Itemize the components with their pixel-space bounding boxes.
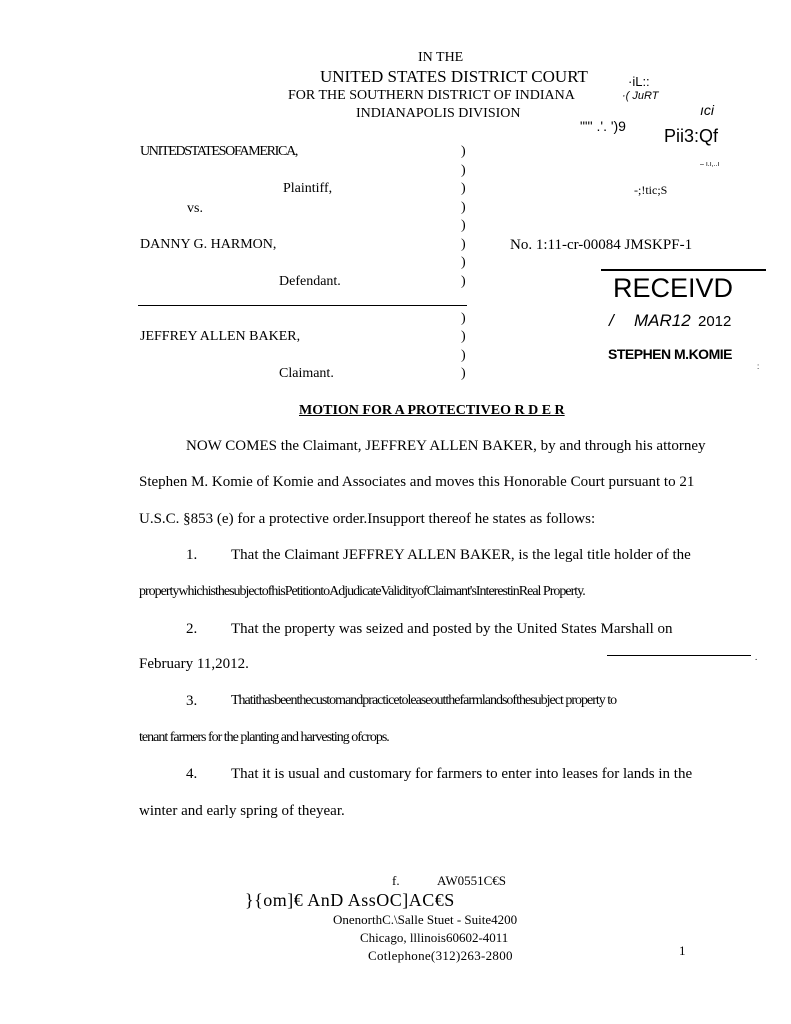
margin-dot: . — [755, 652, 758, 662]
caption-paren: ) — [461, 237, 466, 252]
stamp-noise-a: ·iL:: — [628, 74, 650, 89]
stamp-noise-f: -;!tic;S — [634, 183, 668, 197]
item-2-line-2: February 11,2012. — [139, 656, 249, 672]
stamp-noise-c: ıci — [700, 102, 714, 118]
intro-line-2: Stephen M. Komie of Komie and Associates and moves this Honorable Court pursuant to 21 — [139, 474, 695, 490]
motion-title: MOTION FOR A PROTECTIVEO R D E R — [299, 403, 565, 418]
caption-divider — [138, 305, 467, 306]
received-stamp-rule — [601, 269, 766, 271]
item-4-line-2: winter and early spring of theyear. — [139, 803, 345, 819]
caption-paren: ) — [461, 329, 466, 344]
received-stamp-year: 2012 — [698, 313, 732, 330]
received-stamp-name: STEPHEN M.KOMIE — [608, 346, 732, 362]
stamp-noise-g: – ı.ı,..ı — [700, 161, 720, 168]
item-1-line-1: That the Claimant JEFFREY ALLEN BAKER, is the legal title holder of the — [231, 547, 691, 563]
caption-in-the: IN THE — [418, 50, 464, 65]
caption-district: FOR THE SOUTHERN DISTRICT OF INDIANA — [288, 88, 575, 103]
item-1-line-2: propertywhichisthesubjectofhisPetitiontoAdjudicateValidityofClaimant'sInterestinReal Property. — [139, 584, 585, 599]
firm-address-line-1: OnenorthC.\Salle Stuet - Suite4200 — [333, 912, 518, 927]
item-3-line-1: Thatithasbeenthecustomandpracticetoleaseoutthefarmlandsofthesubject property to — [231, 693, 617, 708]
page-number: 1 — [679, 943, 686, 958]
item-4-number: 4. — [186, 766, 198, 782]
case-number: No. 1:11-cr-00084 JMSKPF-1 — [510, 237, 693, 253]
signature-rule — [607, 655, 751, 656]
intro-line-1: NOW COMES the Claimant, JEFFREY ALLEN BAKER, by and through his attorney — [186, 438, 706, 454]
plaintiff-name: UNITEDSTATESOFAMERICA, — [140, 144, 298, 159]
caption-paren: ) — [461, 163, 466, 178]
defendant-role: Defendant. — [279, 274, 341, 289]
received-stamp-month: MAR12 — [634, 311, 691, 330]
received-stamp-slash: / — [609, 311, 614, 330]
claimant-role: Claimant. — [279, 366, 334, 381]
caption-paren: ) — [461, 144, 466, 159]
footer-code: AW0551C€S — [437, 873, 507, 888]
item-3-line-2: tenant farmers for the planting and harvesting ofcrops. — [139, 730, 389, 745]
item-1-number: 1. — [186, 547, 198, 563]
firm-phone: Cotlephone(312)263-2800 — [368, 948, 513, 963]
caption-paren: ) — [461, 200, 466, 215]
item-2-number: 2. — [186, 621, 198, 637]
intro-line-3: U.S.C. §853 (e) for a protective order.Insupport thereof he states as follows: — [139, 511, 596, 527]
item-3-number: 3. — [186, 693, 198, 709]
footer-code-prefix: f. — [392, 873, 400, 888]
firm-name: }{om]€ AnD AssOC]AC€S — [245, 890, 455, 910]
defendant-name: DANNY G. HARMON, — [140, 237, 277, 252]
item-2-line-1: That the property was seized and posted by the United States Marshall on — [231, 621, 673, 637]
caption-paren: ) — [461, 311, 466, 326]
plaintiff-role: Plaintiff, — [283, 181, 333, 196]
stamp-noise-b: ·( JuRT — [622, 90, 659, 102]
caption-paren: ) — [461, 274, 466, 289]
stamp-noise-e: Pii3:Qf — [664, 126, 719, 146]
caption-paren: ) — [461, 255, 466, 270]
caption-paren: ) — [461, 181, 466, 196]
firm-address-line-2: Chicago, lllinois60602-4011 — [360, 930, 509, 945]
caption-court-name: UNITED STATES DISTRICT COURT — [320, 67, 588, 86]
caption-division: INDIANAPOLIS DIVISION — [356, 106, 521, 121]
caption-paren: ) — [461, 366, 466, 381]
caption-paren: ) — [461, 348, 466, 363]
received-stamp-title: RECEIVD — [613, 273, 734, 303]
stamp-noise-d: ""' .'. ')9 — [580, 118, 626, 134]
caption-paren: ) — [461, 218, 466, 233]
claimant-name: JEFFREY ALLEN BAKER, — [140, 329, 301, 344]
item-4-line-1: That it is usual and customary for farmers to enter into leases for lands in the — [231, 766, 693, 782]
received-stamp-mark: : — [757, 362, 760, 371]
versus-label: vs. — [187, 201, 203, 216]
